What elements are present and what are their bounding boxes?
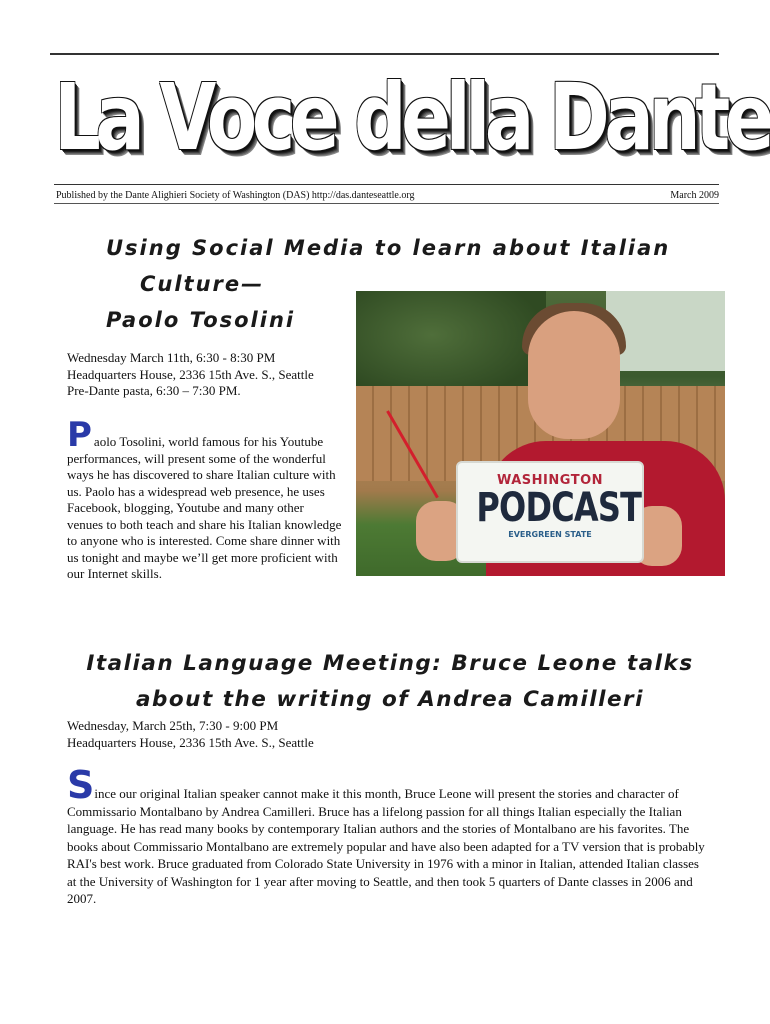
article1-event-date: Wednesday March 11th, 6:30 - 8:30 PM — [67, 350, 276, 365]
photo-sky — [606, 291, 725, 371]
plate-text: PODCAST — [476, 485, 642, 531]
article2-body — [67, 763, 707, 908]
publisher-rule-bottom — [54, 203, 719, 204]
article2-dropcap: S — [67, 763, 95, 807]
article2-body-text: ince our original Italian speaker cannot make it this month, Bruce Leone will present the stories and character of Commissario Montalbano by Andrea Camilleri. Bruce has a lifelong passion for all things Italian especially the Italian language. He has read many books by contemporary Italian authors and the stories of Montalbano are his favorites. The books about Commissario Montalbano are extremely popular and have also been adapted for a TV version that is probably RAI's best work. Bruce graduated from Colorado State University in 1976 with a minor in Italian, attended Italian classes at the University of Washington for 1 year after moving to Seattle, and then took 5 quarters of Dante classes in 2006 and 2007. — [67, 786, 705, 906]
photo-face — [528, 311, 620, 439]
license-plate — [456, 461, 644, 563]
article1-event-location: Headquarters House, 2336 15th Ave. S., Seattle — [67, 366, 314, 382]
article2-event-location: Headquarters House, 2336 15th Ave. S., Seattle — [67, 734, 314, 750]
article1-headline-line1: Using Social Media to learn about Italian — [106, 236, 671, 260]
article1-event-pasta: Pre-Dante pasta, 6:30 – 7:30 PM. — [67, 383, 241, 398]
photo-tree — [356, 291, 546, 401]
plate-state: WASHINGTON — [496, 473, 604, 488]
article2-headline-line2: about the writing of Andrea Camilleri — [135, 687, 645, 712]
masthead-title: La Voce della Dante — [54, 64, 770, 171]
top-rule — [50, 53, 719, 55]
plate-slogan: EVERGREEN STATE — [508, 530, 592, 539]
publisher-rule-top — [54, 184, 719, 185]
article2-headline — [70, 646, 710, 718]
podcast-photo — [356, 291, 725, 576]
article2-event-info — [67, 718, 467, 751]
article1-dropcap: P — [67, 415, 92, 455]
article1-event-info — [67, 350, 352, 400]
article2-headline-line1: Italian Language Meeting: Bruce Leone talks — [86, 651, 694, 676]
article1-headline-line2: Culture— — [140, 272, 265, 296]
article2-event-date: Wednesday, March 25th, 7:30 - 9:00 PM — [67, 718, 279, 733]
article1-body — [67, 415, 342, 583]
issue-date: March 2009 — [670, 190, 719, 201]
article1-body-text: aolo Tosolini, world famous for his Youtube performances, will present some of the wonderful ways he has discovered to share Italian culture with us. Paolo has a widespread web presence, he uses Facebook, blogging, Youtube and many other venues to both teach and share his Italian knowledge to anyone who is interested. Come share dinner with us tonight and maybe we’ll get more proficient with our Internet skills. — [67, 434, 342, 581]
publisher-info: Published by the Dante Alighieri Society of Washington (DAS) http://das.danteseattle.org — [56, 190, 415, 201]
publisher-line — [56, 190, 719, 201]
article1-headline-line3: Paolo Tosolini — [106, 308, 296, 332]
